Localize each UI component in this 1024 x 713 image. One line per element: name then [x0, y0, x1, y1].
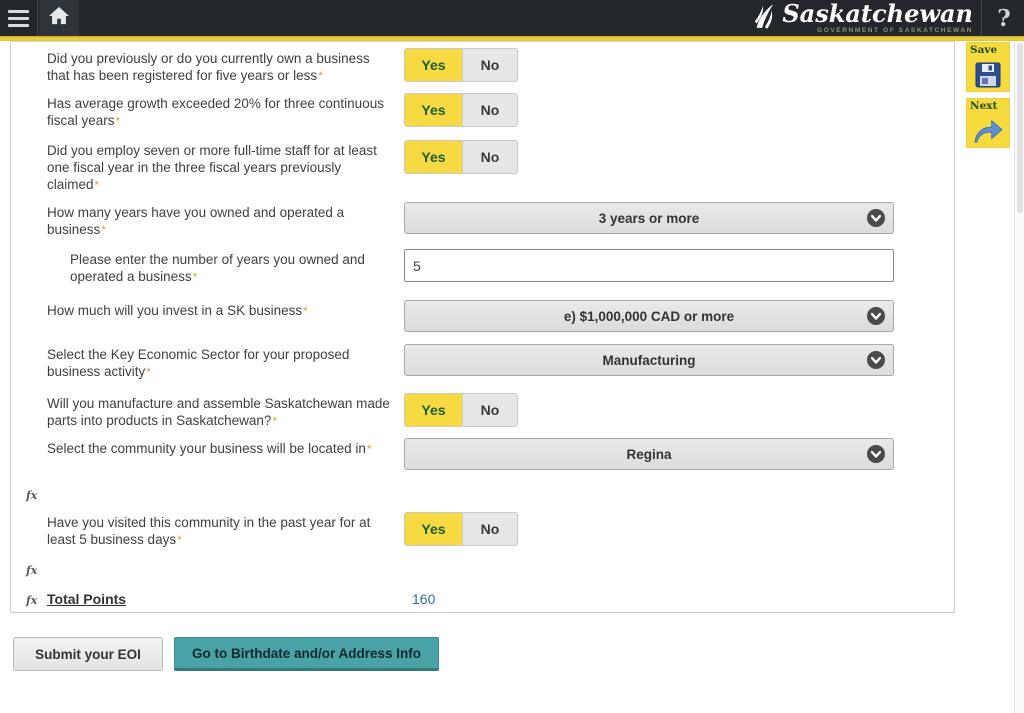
question-label	[47, 140, 404, 194]
yes-button[interactable]: Yes	[405, 394, 462, 426]
no-button[interactable]: No	[462, 394, 517, 426]
formula-icon: fx	[26, 564, 38, 577]
years-owned-select[interactable]	[404, 202, 894, 234]
question-text: Please enter the number of years you owned and operated a business	[70, 252, 365, 284]
question-text: How much will you invest in a SK business	[47, 303, 303, 318]
yes-button[interactable]: Yes	[405, 49, 462, 81]
form-row	[11, 300, 954, 332]
saskatchewan-logo	[753, 0, 982, 36]
form-panel	[10, 41, 955, 613]
yes-no-toggle	[404, 93, 518, 127]
help-icon[interactable]: ?	[997, 4, 1011, 32]
yes-button[interactable]: Yes	[405, 513, 462, 545]
yes-no-toggle	[404, 140, 518, 174]
home-button[interactable]	[39, 0, 79, 36]
question-label	[47, 344, 404, 381]
wheat-sheaf-icon	[753, 2, 775, 35]
question-label	[47, 48, 404, 85]
top-header-bar	[0, 0, 1024, 36]
select-value: 3 years or more	[598, 210, 700, 226]
question-label	[47, 93, 404, 130]
select-value: Regina	[626, 446, 672, 462]
scrollbar[interactable]	[1014, 41, 1024, 713]
form-row	[11, 140, 954, 194]
yes-no-toggle	[404, 48, 518, 82]
save-button[interactable]: Save	[966, 42, 1010, 92]
chevron-down-icon	[867, 351, 885, 369]
yes-button[interactable]: Yes	[405, 141, 462, 173]
question-label	[47, 202, 404, 239]
question-label	[47, 393, 404, 430]
required-asterisk: *	[146, 365, 151, 379]
chevron-down-icon	[867, 307, 885, 325]
form-row	[11, 48, 954, 85]
form-row	[11, 202, 954, 239]
form-row	[11, 438, 954, 470]
question-label	[47, 249, 404, 286]
required-asterisk: *	[115, 114, 121, 128]
sector-select[interactable]	[404, 344, 894, 376]
total-points-label: Total Points	[47, 591, 127, 607]
submit-eoi-button[interactable]: Submit your EOI	[13, 637, 163, 671]
community-select[interactable]	[404, 438, 894, 470]
brand-wordmark: Saskatchewan	[782, 0, 973, 28]
required-asterisk: *	[94, 178, 100, 192]
no-button[interactable]: No	[462, 141, 517, 173]
formula-icon: fx	[26, 489, 38, 502]
formula-row	[11, 561, 954, 575]
required-asterisk: *	[101, 223, 106, 237]
formula-icon: fx	[26, 594, 38, 607]
no-button[interactable]: No	[462, 49, 517, 81]
scrollbar-thumb[interactable]	[1017, 43, 1023, 213]
side-action-rail	[966, 42, 1010, 154]
required-asterisk: *	[318, 69, 323, 83]
yes-button[interactable]: Yes	[405, 94, 462, 126]
question-text: Select the Key Economic Sector for your proposed business activity	[47, 347, 350, 379]
question-label	[47, 438, 404, 458]
no-button[interactable]: No	[462, 94, 517, 126]
required-asterisk: *	[177, 533, 182, 547]
question-text: How many years have you owned and operated a business	[47, 205, 345, 237]
years-number-input[interactable]	[404, 249, 894, 282]
brand-subtitle: GOVERNMENT OF SASKATCHEWAN	[817, 26, 973, 34]
form-row	[11, 512, 954, 549]
question-text: Did you employ seven or more full-time staff for at least one fiscal year in the three fiscal years previously claimed	[47, 143, 377, 192]
form-row	[11, 393, 954, 430]
question-text: Has average growth exceeded 20% for three continuous fiscal years	[47, 96, 384, 128]
question-text: Will you manufacture and assemble Saskatchewan made parts into products in Saskatchewan?	[47, 396, 390, 428]
goto-birthdate-address-button[interactable]: Go to Birthdate and/or Address Info	[174, 637, 439, 671]
required-asterisk: *	[303, 304, 308, 318]
no-button[interactable]: No	[462, 513, 517, 545]
chevron-down-icon	[867, 445, 885, 463]
footer-actions	[13, 637, 439, 671]
form-row	[11, 249, 954, 286]
required-asterisk: *	[192, 270, 198, 284]
menu-icon[interactable]	[0, 0, 38, 36]
question-label	[47, 512, 404, 549]
yes-no-toggle	[404, 512, 518, 546]
investment-select[interactable]	[404, 300, 894, 332]
next-button[interactable]: Next	[966, 98, 1010, 148]
required-asterisk: *	[272, 414, 278, 428]
formula-row	[11, 486, 954, 500]
question-text: Did you previously or do you currently own a business that has been registered for five years or less	[47, 51, 370, 83]
question-text: Have you visited this community in the past year for at least 5 business days	[47, 515, 371, 547]
select-value: Manufacturing	[602, 352, 696, 368]
question-label	[47, 300, 404, 320]
chevron-down-icon	[867, 209, 885, 227]
question-text: Select the community your business will be located in	[47, 441, 366, 456]
yes-no-toggle	[404, 393, 518, 427]
select-value: e) $1,000,000 CAD or more	[563, 308, 735, 324]
home-icon	[48, 6, 70, 31]
total-points-value: 160	[412, 591, 436, 607]
form-row	[11, 344, 954, 381]
form-row	[11, 93, 954, 130]
total-points-row	[11, 591, 954, 608]
required-asterisk: *	[366, 442, 372, 456]
